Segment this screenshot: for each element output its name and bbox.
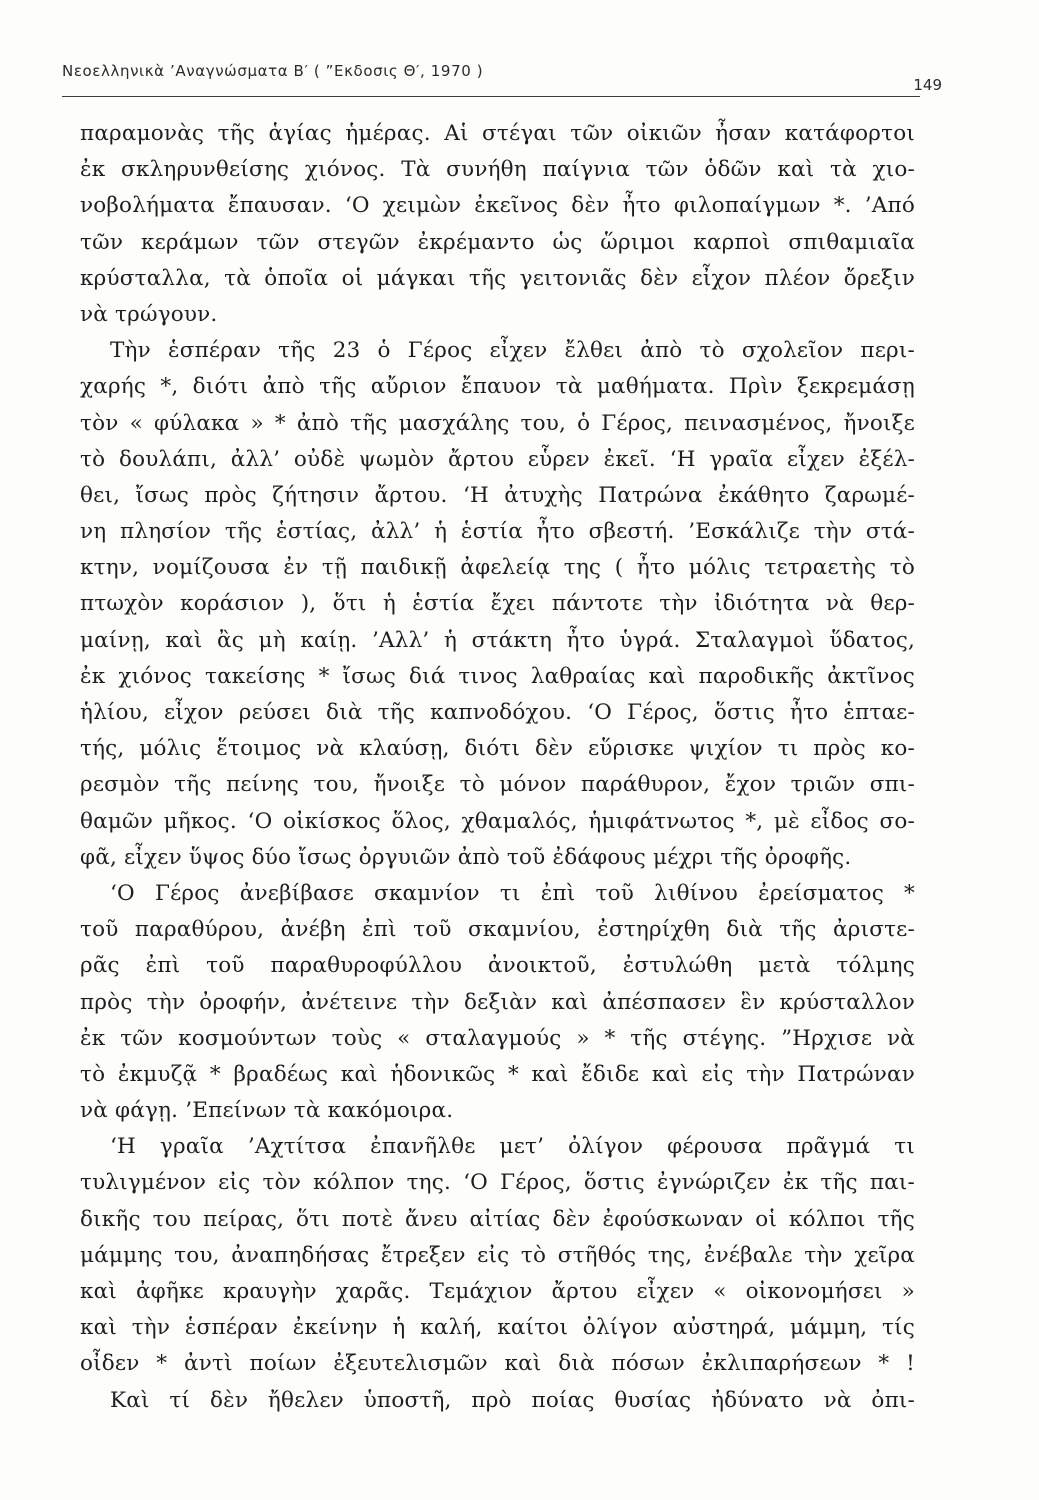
text-line: φᾶ, εἶχεν ὕψος δύο ἴσως ὀργυιῶν ἀπὸ τοῦ ἐδάφους μέχρι τῆς ὀροφῆς. bbox=[80, 844, 852, 870]
text-line: ‘Ο Γέρος ἀνεβίβασε σκαμνίον τι ἐπὶ τοῦ λιθίνου ἐρείσματος * bbox=[110, 880, 915, 906]
text-line: ἐκ τῶν κοσμούντων τοὺς « σταλαγμούς » * τῆς στέγης. ”Ηρχισε νὰ bbox=[80, 1025, 915, 1051]
text-line: ρεσμὸν τῆς πείνης του, ἤνοιξε τὸ μόνον παράθυρον, ἔχον τριῶν σπι- bbox=[80, 772, 915, 798]
text-line: τοῦ παραθύρου, ἀνέβη ἐπὶ τοῦ σκαμνίου, ἐστηρίχθη διὰ τῆς ἀριστε- bbox=[80, 917, 915, 943]
running-title: Νεοελληνικὰ ’Αναγνώσματα Β′ ( ”Εκδοσις Θ′, 1970 ) bbox=[62, 62, 484, 80]
text-line: Καὶ τί δὲν ἤθελεν ὑποστῆ, πρὸ ποίας θυσίας ἠδύνατο νὰ ὀπι- bbox=[110, 1387, 915, 1413]
text-line: πτωχὸν κοράσιον ), ὅτι ἡ ἑστία ἔχει πάντοτε τὴν ἰδιότητα νὰ θερ- bbox=[80, 591, 915, 617]
text-line: ‘Η γραῖα ’Αχτίτσα ἐπανῆλθε μετ’ ὀλίγον φέρουσα πρᾶγμά τι bbox=[110, 1134, 915, 1160]
text-line: τὸ ἐκμυζᾷ * βραδέως καὶ ἡδονικῶς * καὶ ἔδιδε καὶ εἰς τὴν Πατρώναν bbox=[80, 1061, 915, 1087]
text-line: θαμῶν μῆκος. ‘Ο οἰκίσκος ὅλος, χθαμαλός, ἡμιφάτνωτος *, μὲ εἶδος σο- bbox=[80, 808, 915, 834]
text-line: πρὸς τὴν ὀροφήν, ἀνέτεινε τὴν δεξιὰν καὶ ἀπέσπασεν ἓν κρύσταλλον bbox=[80, 989, 915, 1015]
text-line: τὸν « φύλακα » * ἀπὸ τῆς μασχάλης του, ὁ Γέρος, πεινασμένος, ἤνοιξε bbox=[80, 410, 915, 436]
text-line: νη πλησίον τῆς ἑστίας, ἀλλ’ ἡ ἑστία ἦτο σβεστή. ’Εσκάλιζε τὴν στά- bbox=[80, 519, 915, 545]
text-line: θει, ἴσως πρὸς ζήτησιν ἄρτου. ‘Η ἀτυχὴς Πατρώνα ἐκάθητο ζαρωμέ- bbox=[80, 482, 915, 508]
text-line: νοβολήματα ἔπαυσαν. ‘Ο χειμὼν ἐκεῖνος δὲν ἦτο φιλοπαίγμων *. ’Από bbox=[80, 193, 915, 219]
text-line: τής, μόλις ἕτοιμος νὰ κλαύσῃ, διότι δὲν εὕρισκε ψιχίον τι πρὸς κο- bbox=[80, 736, 915, 762]
text-line: δικῆς του πείρας, ὅτι ποτὲ ἄνευ αἰτίας δὲν ἐφούσκωναν οἱ κόλποι τῆς bbox=[80, 1206, 915, 1232]
text-line: ρᾶς ἐπὶ τοῦ παραθυροφύλλου ἀνοικτοῦ, ἐστυλώθη μετὰ τόλμης bbox=[80, 953, 915, 979]
header-rule bbox=[62, 96, 920, 97]
body-text bbox=[80, 116, 915, 1419]
text-line: παραμονὰς τῆς ἁγίας ἡμέρας. Αἱ στέγαι τῶν οἰκιῶν ἦσαν κατάφορτοι bbox=[80, 121, 915, 146]
text-line: νὰ τρώγουν. bbox=[80, 301, 218, 327]
text-line: ἐκ χιόνος τακείσης * ἴσως διά τινος λαθραίας καὶ παροδικῆς ἀκτῖνος bbox=[80, 663, 915, 689]
text-line: νὰ φάγῃ. ’Επείνων τὰ κακόμοιρα. bbox=[80, 1098, 454, 1124]
text-line: τὸ δουλάπι, ἀλλ’ οὐδὲ ψωμὸν ἄρτου εὗρεν ἐκεῖ. ‘Η γραῖα εἶχεν ἐξέλ- bbox=[80, 446, 915, 472]
text-line: χαρής *, διότι ἀπὸ τῆς αὔριον ἔπαυον τὰ μαθήματα. Πρὶν ξεκρεμάσῃ bbox=[80, 374, 915, 400]
text-line: μαίνῃ, καὶ ἂς μὴ καίῃ. ’Αλλ’ ἡ στάκτη ἦτο ὑγρά. Σταλαγμοὶ ὕδατος, bbox=[80, 627, 915, 653]
text-line: οἶδεν * ἀντὶ ποίων ἐξευτελισμῶν καὶ διὰ πόσων ἐκλιπαρήσεων * ! bbox=[80, 1351, 915, 1377]
page-number: 149 bbox=[913, 76, 942, 94]
text-line: ἐκ σκληρυνθείσης χιόνος. Τὰ συνήθη παίγνια τῶν ὁδῶν καὶ τὰ χιο- bbox=[80, 157, 915, 183]
text-line: καὶ τὴν ἑσπέραν ἐκείνην ἡ καλή, καίτοι ὀλίγον αὐστηρά, μάμμη, τίς bbox=[80, 1315, 915, 1341]
text-line: Τὴν ἑσπέραν τῆς 23 ὁ Γέρος εἶχεν ἔλθει ἀπὸ τὸ σχολεῖον περι- bbox=[110, 338, 915, 364]
text-line: κτην, νομίζουσα ἐν τῇ παιδικῇ ἀφελείᾳ της ( ἦτο μόλις τετραετὴς τὸ bbox=[80, 555, 915, 581]
text-line: ἡλίου, εἶχον ρεύσει διὰ τῆς καπνοδόχου. ‘Ο Γέρος, ὅστις ἦτο ἑπταε- bbox=[80, 700, 915, 725]
text-line: τυλιγμένον εἰς τὸν κόλπον της. ‘Ο Γέρος, ὅστις ἐγνώριζεν ἐκ τῆς παι- bbox=[80, 1170, 915, 1196]
text-line: μάμμης του, ἀναπηδήσας ἔτρεξεν εἰς τὸ στῆθός της, ἐνέβαλε τὴν χεῖρα bbox=[80, 1242, 915, 1268]
text-line: τῶν κεράμων τῶν στεγῶν ἐκρέμαντο ὡς ὥριμοι καρποὶ σπιθαμιαῖα bbox=[80, 229, 915, 255]
page-header bbox=[62, 58, 942, 94]
text-line: καὶ ἀφῆκε κραυγὴν χαρᾶς. Τεμάχιον ἄρτου εἶχεν « οἰκονομήσει » bbox=[80, 1279, 915, 1304]
text-line: κρύσταλλα, τὰ ὁποῖα οἱ μάγκαι τῆς γειτονιᾶς δὲν εἶχον πλέον ὄρεξιν bbox=[80, 265, 915, 291]
